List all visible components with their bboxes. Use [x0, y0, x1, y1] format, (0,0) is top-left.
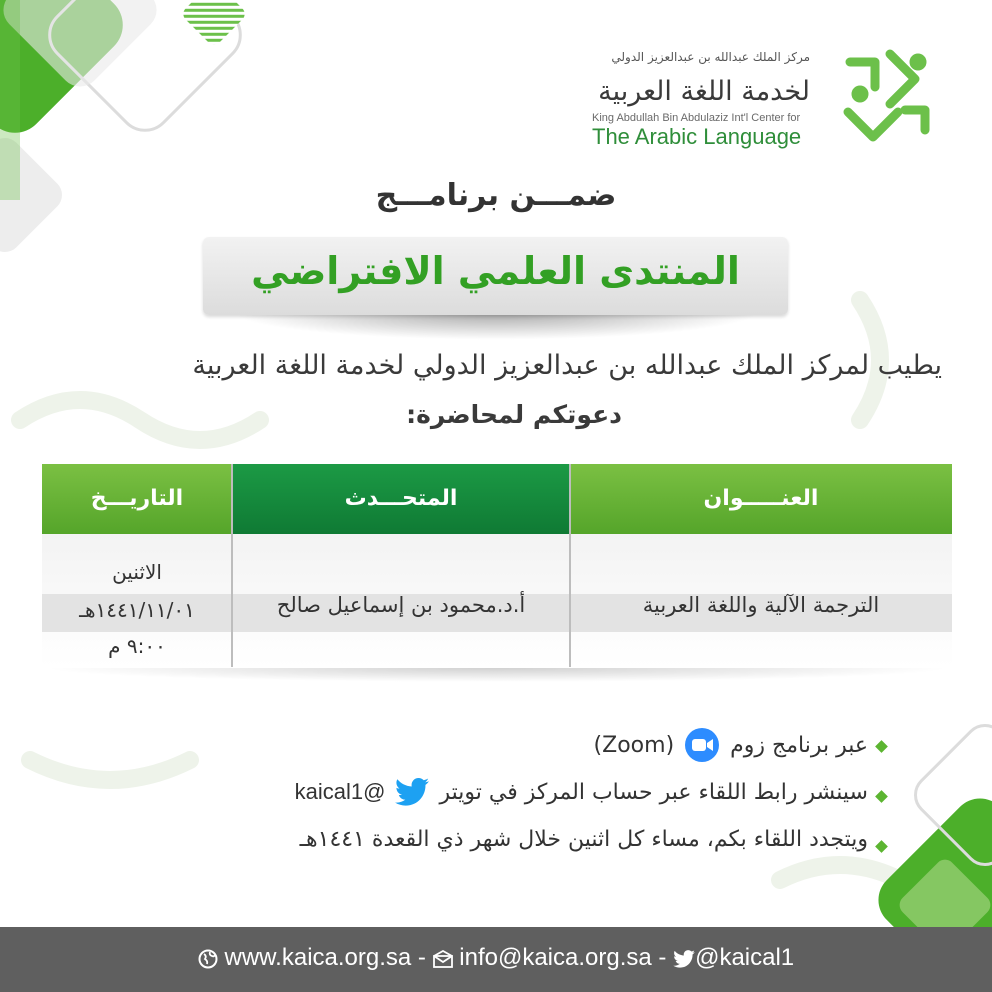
bullet-zoom — [594, 727, 868, 763]
table-cell-speaker — [232, 534, 570, 667]
bullet-twitter-extra: @kaical1 — [294, 779, 386, 804]
column-divider — [231, 464, 233, 667]
zoom-icon — [684, 727, 720, 763]
table-header-date-label: التاريـــخ — [90, 486, 184, 511]
table-header-date — [42, 464, 232, 534]
bullet-schedule — [300, 827, 868, 852]
intro-line-1: يطيب لمركز الملك عبدالله بن عبدالعزيز الدولي لخدمة اللغة العربية — [192, 350, 942, 381]
table-cell-title — [570, 534, 952, 667]
table-header-speaker-label: المتحـــدث — [344, 486, 458, 511]
lecture-title: الترجمة الآلية واللغة العربية — [642, 593, 880, 617]
logo — [0, 0, 992, 160]
footer-website[interactable]: www.kaica.org.sa — [224, 944, 412, 971]
column-divider — [569, 464, 571, 667]
speaker-name: أ.د.محمود بن إسماعيل صالح — [276, 593, 526, 617]
logo-mark-icon — [830, 42, 940, 152]
bullet-twitter — [295, 777, 868, 807]
bullet-zoom-extra: (Zoom) — [593, 732, 675, 758]
lecture-hijri-date: ١٤٤١/١١/٠١هـ — [79, 598, 195, 622]
lecture-table — [42, 464, 952, 667]
table-header-title-label: العنـــــوان — [703, 486, 819, 511]
table-cell-date — [42, 534, 232, 667]
logo-arabic-line2: لخدمة اللغة العربية — [598, 76, 810, 107]
lecture-day: الاثنين — [112, 560, 162, 584]
footer-separator: - — [658, 944, 667, 971]
footer-email[interactable]: info@kaica.org.sa — [459, 944, 652, 971]
bullet-schedule-text: ويتجدد اللقاء بكم، مساء كل اثنين خلال شهر ذي القعدة ١٤٤١هـ — [299, 827, 868, 852]
footer-separator: - — [417, 944, 426, 971]
table-shadow — [42, 668, 952, 682]
table-column-title — [570, 464, 952, 667]
footer-twitter[interactable]: @kaical1 — [695, 944, 795, 971]
banner-shadow — [210, 312, 782, 342]
globe-icon — [198, 949, 218, 969]
footer — [0, 927, 992, 992]
table-header-speaker — [232, 464, 570, 534]
table-column-date — [42, 464, 232, 667]
program-kicker: ضمـــن برنامـــج — [375, 178, 617, 213]
mail-icon — [433, 950, 453, 968]
twitter-icon — [395, 777, 429, 807]
program-title: المنتدى العلمي الافتراضي — [251, 249, 740, 293]
footer-contacts — [0, 944, 992, 972]
logo-english-line1: King Abdullah Bin Abdulaziz Int'l Center for — [592, 112, 801, 124]
logo-arabic-line1: مركز الملك عبدالله بن عبدالعزيز الدولي — [611, 50, 810, 64]
twitter-icon — [673, 950, 695, 968]
program-banner — [203, 237, 788, 315]
bullet-twitter-text: سينشر رابط اللقاء عبر حساب المركز في تويتر — [439, 779, 868, 805]
lecture-time: ٩:٠٠ م — [108, 634, 166, 658]
table-column-speaker — [232, 464, 570, 667]
table-header-title — [570, 464, 952, 534]
logo-english-line2: The Arabic Language — [592, 124, 802, 149]
intro-line-2: دعوتكم لمحاضرة: — [406, 400, 622, 429]
bullet-zoom-text: عبر برنامج زوم — [730, 732, 868, 758]
